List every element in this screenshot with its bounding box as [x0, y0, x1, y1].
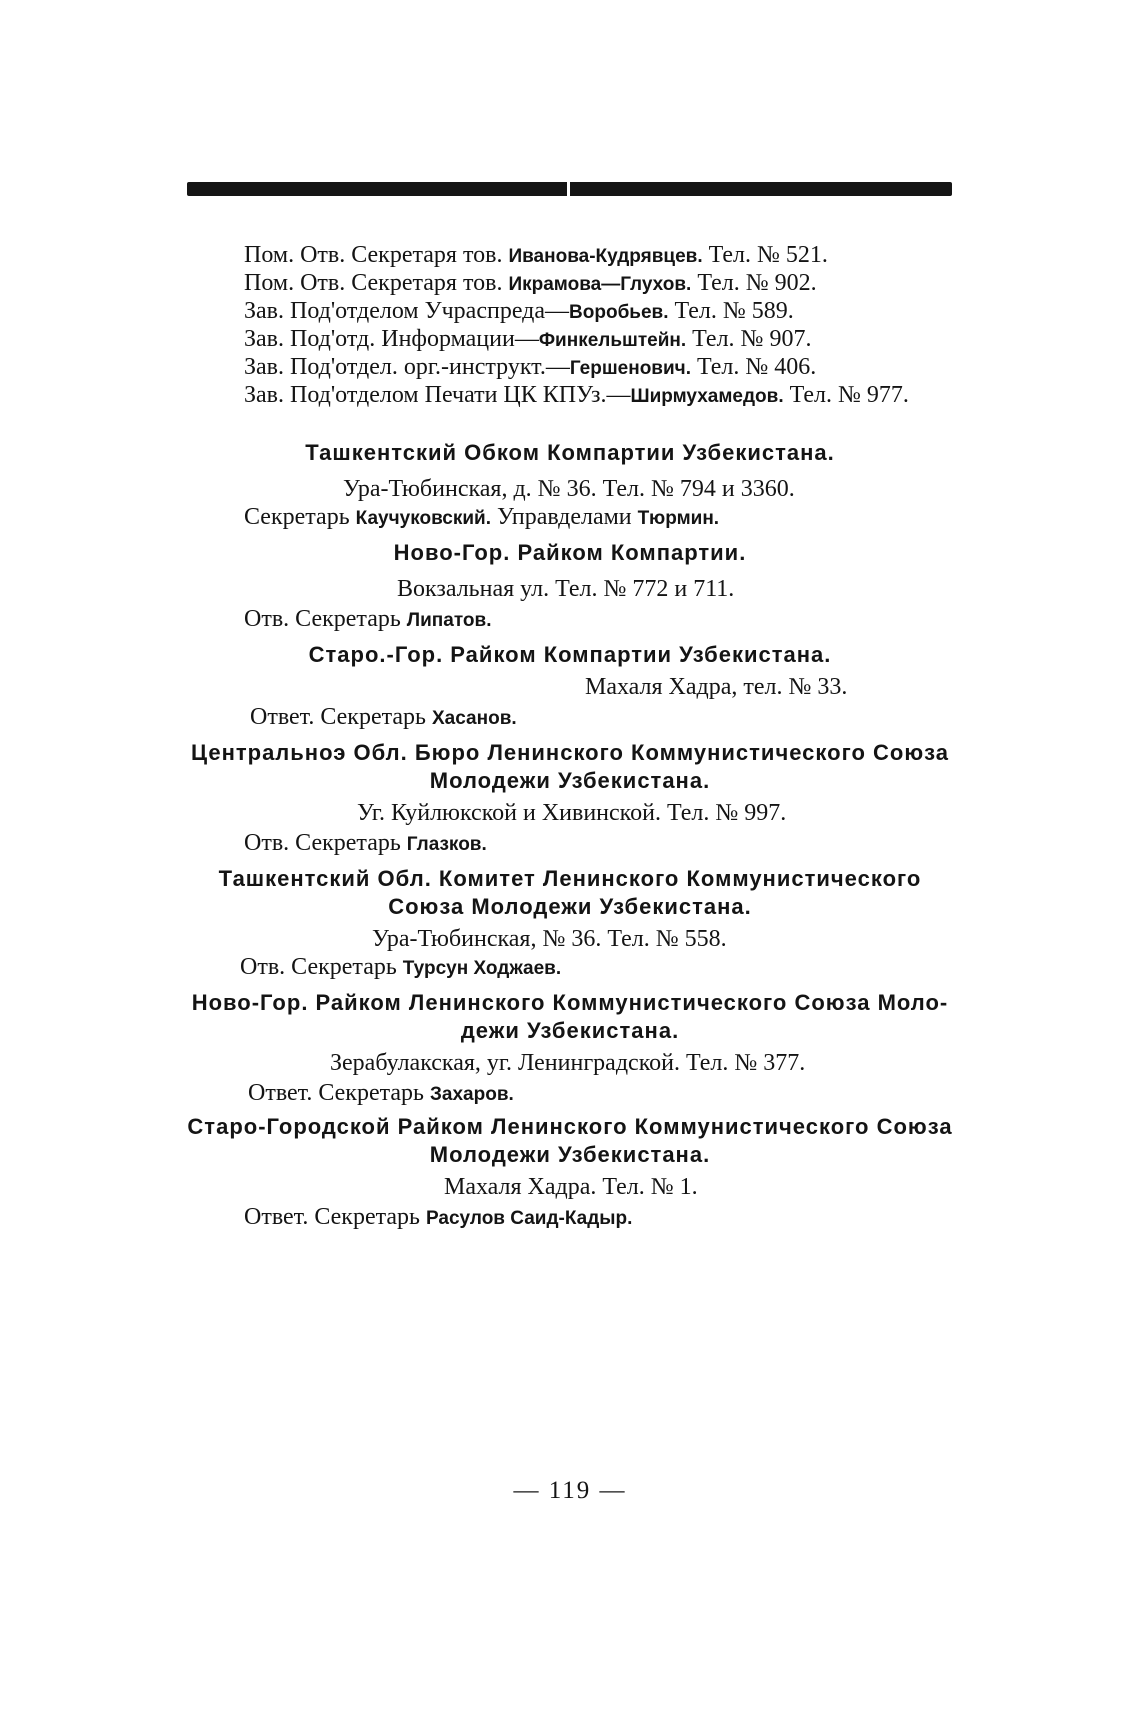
org-heading: дежи Узбекистана.: [460, 1018, 680, 1043]
org-people: [244, 828, 487, 860]
org-heading: Молодежи Узбекистана.: [429, 768, 711, 793]
staff-line: [244, 380, 909, 412]
person-name: Захаров.: [430, 1084, 514, 1105]
staff-name: Воробьев.: [569, 302, 669, 323]
person-role: Секретарь: [244, 504, 350, 530]
org-heading: Ташкентский Обл. Комитет Ленинского Коммунистического: [218, 866, 922, 891]
person-role: Отв. Секретарь: [244, 830, 401, 856]
top-rule-gap: [567, 182, 570, 196]
org-address: Ура-Тюбинская, № 36. Тел. № 558.: [372, 926, 727, 952]
staff-title: Зав. Под'отдел. орг.-инструкт.—: [244, 354, 570, 380]
person-name: Глазков.: [406, 834, 487, 855]
staff-name: Гершенович.: [569, 358, 691, 379]
org-address: Уг. Куйлюкской и Хивинской. Тел. № 997.: [357, 800, 787, 826]
page-number: — 119 —: [513, 1477, 627, 1504]
org-heading: Молодежи Узбекистана.: [429, 1142, 711, 1167]
staff-name: Иванова-Кудрявцев.: [508, 246, 703, 267]
person-role: Отв. Секретарь: [240, 954, 397, 980]
org-address: Вокзальная ул. Тел. № 772 и 711.: [397, 576, 735, 602]
person-role: Управделами: [497, 504, 632, 530]
org-heading: Ташкентский Обком Компартии Узбекистана.: [305, 440, 835, 465]
org-heading: Ново-Гор. Райком Ленинского Коммунистического Союза Моло-: [191, 990, 949, 1015]
org-address: Махаля Хадра, тел. № 33.: [585, 674, 848, 700]
staff-name: Финкельштейн.: [538, 330, 687, 351]
person-name: Каучуковский.: [355, 508, 492, 529]
staff-phone: Тел. № 907.: [692, 326, 812, 352]
org-heading: Старо-Городской Райком Ленинского Коммунистического Союза: [187, 1114, 953, 1139]
org-heading: Союза Молодежи Узбекистана.: [388, 894, 752, 919]
org-people: [244, 502, 719, 534]
org-address: Ура-Тюбинская, д. № 36. Тел. № 794 и 3360.: [343, 476, 795, 502]
top-rule: [187, 182, 952, 196]
staff-title: Зав. Под'отделом Печати ЦК КПУз.—: [244, 382, 631, 408]
person-role: Отв. Секретарь: [244, 606, 401, 632]
staff-phone: Тел. № 589.: [674, 298, 794, 324]
staff-title: Зав. Под'отд. Информации—: [244, 326, 539, 352]
person-role: Ответ. Секретарь: [250, 704, 426, 730]
org-people: [250, 702, 517, 734]
person-name: Липатов.: [406, 610, 492, 631]
person-name: Расулов Саид-Кадыр.: [426, 1208, 633, 1229]
person-name: Тюрмин.: [637, 508, 720, 529]
org-heading: Ново-Гор. Райком Компартии.: [393, 540, 747, 565]
org-people: [244, 1202, 632, 1234]
staff-title: Пом. Отв. Секретаря тов.: [244, 270, 503, 296]
staff-phone: Тел. № 902.: [697, 270, 817, 296]
staff-title: Зав. Под'отделом Учраспреда—: [244, 298, 570, 324]
staff-title: Пом. Отв. Секретаря тов.: [244, 242, 503, 268]
staff-name: Ширмухамедов.: [630, 386, 784, 407]
org-heading: Старо.-Гор. Райком Компартии Узбекистана.: [308, 642, 832, 667]
org-address: Зерабулакская, уг. Ленинградской. Тел. № 377.: [330, 1050, 806, 1076]
staff-phone: Тел. № 406.: [696, 354, 817, 380]
org-address: Махаля Хадра. Тел. № 1.: [444, 1174, 698, 1200]
staff-phone: Тел. № 977.: [789, 382, 909, 408]
staff-name: Икрамова—Глухов.: [508, 274, 692, 295]
staff-phone: Тел. № 521.: [708, 242, 828, 268]
org-heading: Центральноэ Обл. Бюро Ленинского Коммунистического Союза: [191, 740, 949, 765]
org-people: [248, 1078, 514, 1110]
person-name: Турсун Ходжаев.: [402, 958, 562, 979]
org-people: [240, 952, 561, 984]
person-name: Хасанов.: [432, 708, 517, 729]
person-role: Ответ. Секретарь: [244, 1204, 420, 1230]
person-role: Ответ. Секретарь: [248, 1080, 424, 1106]
org-people: [244, 604, 491, 636]
